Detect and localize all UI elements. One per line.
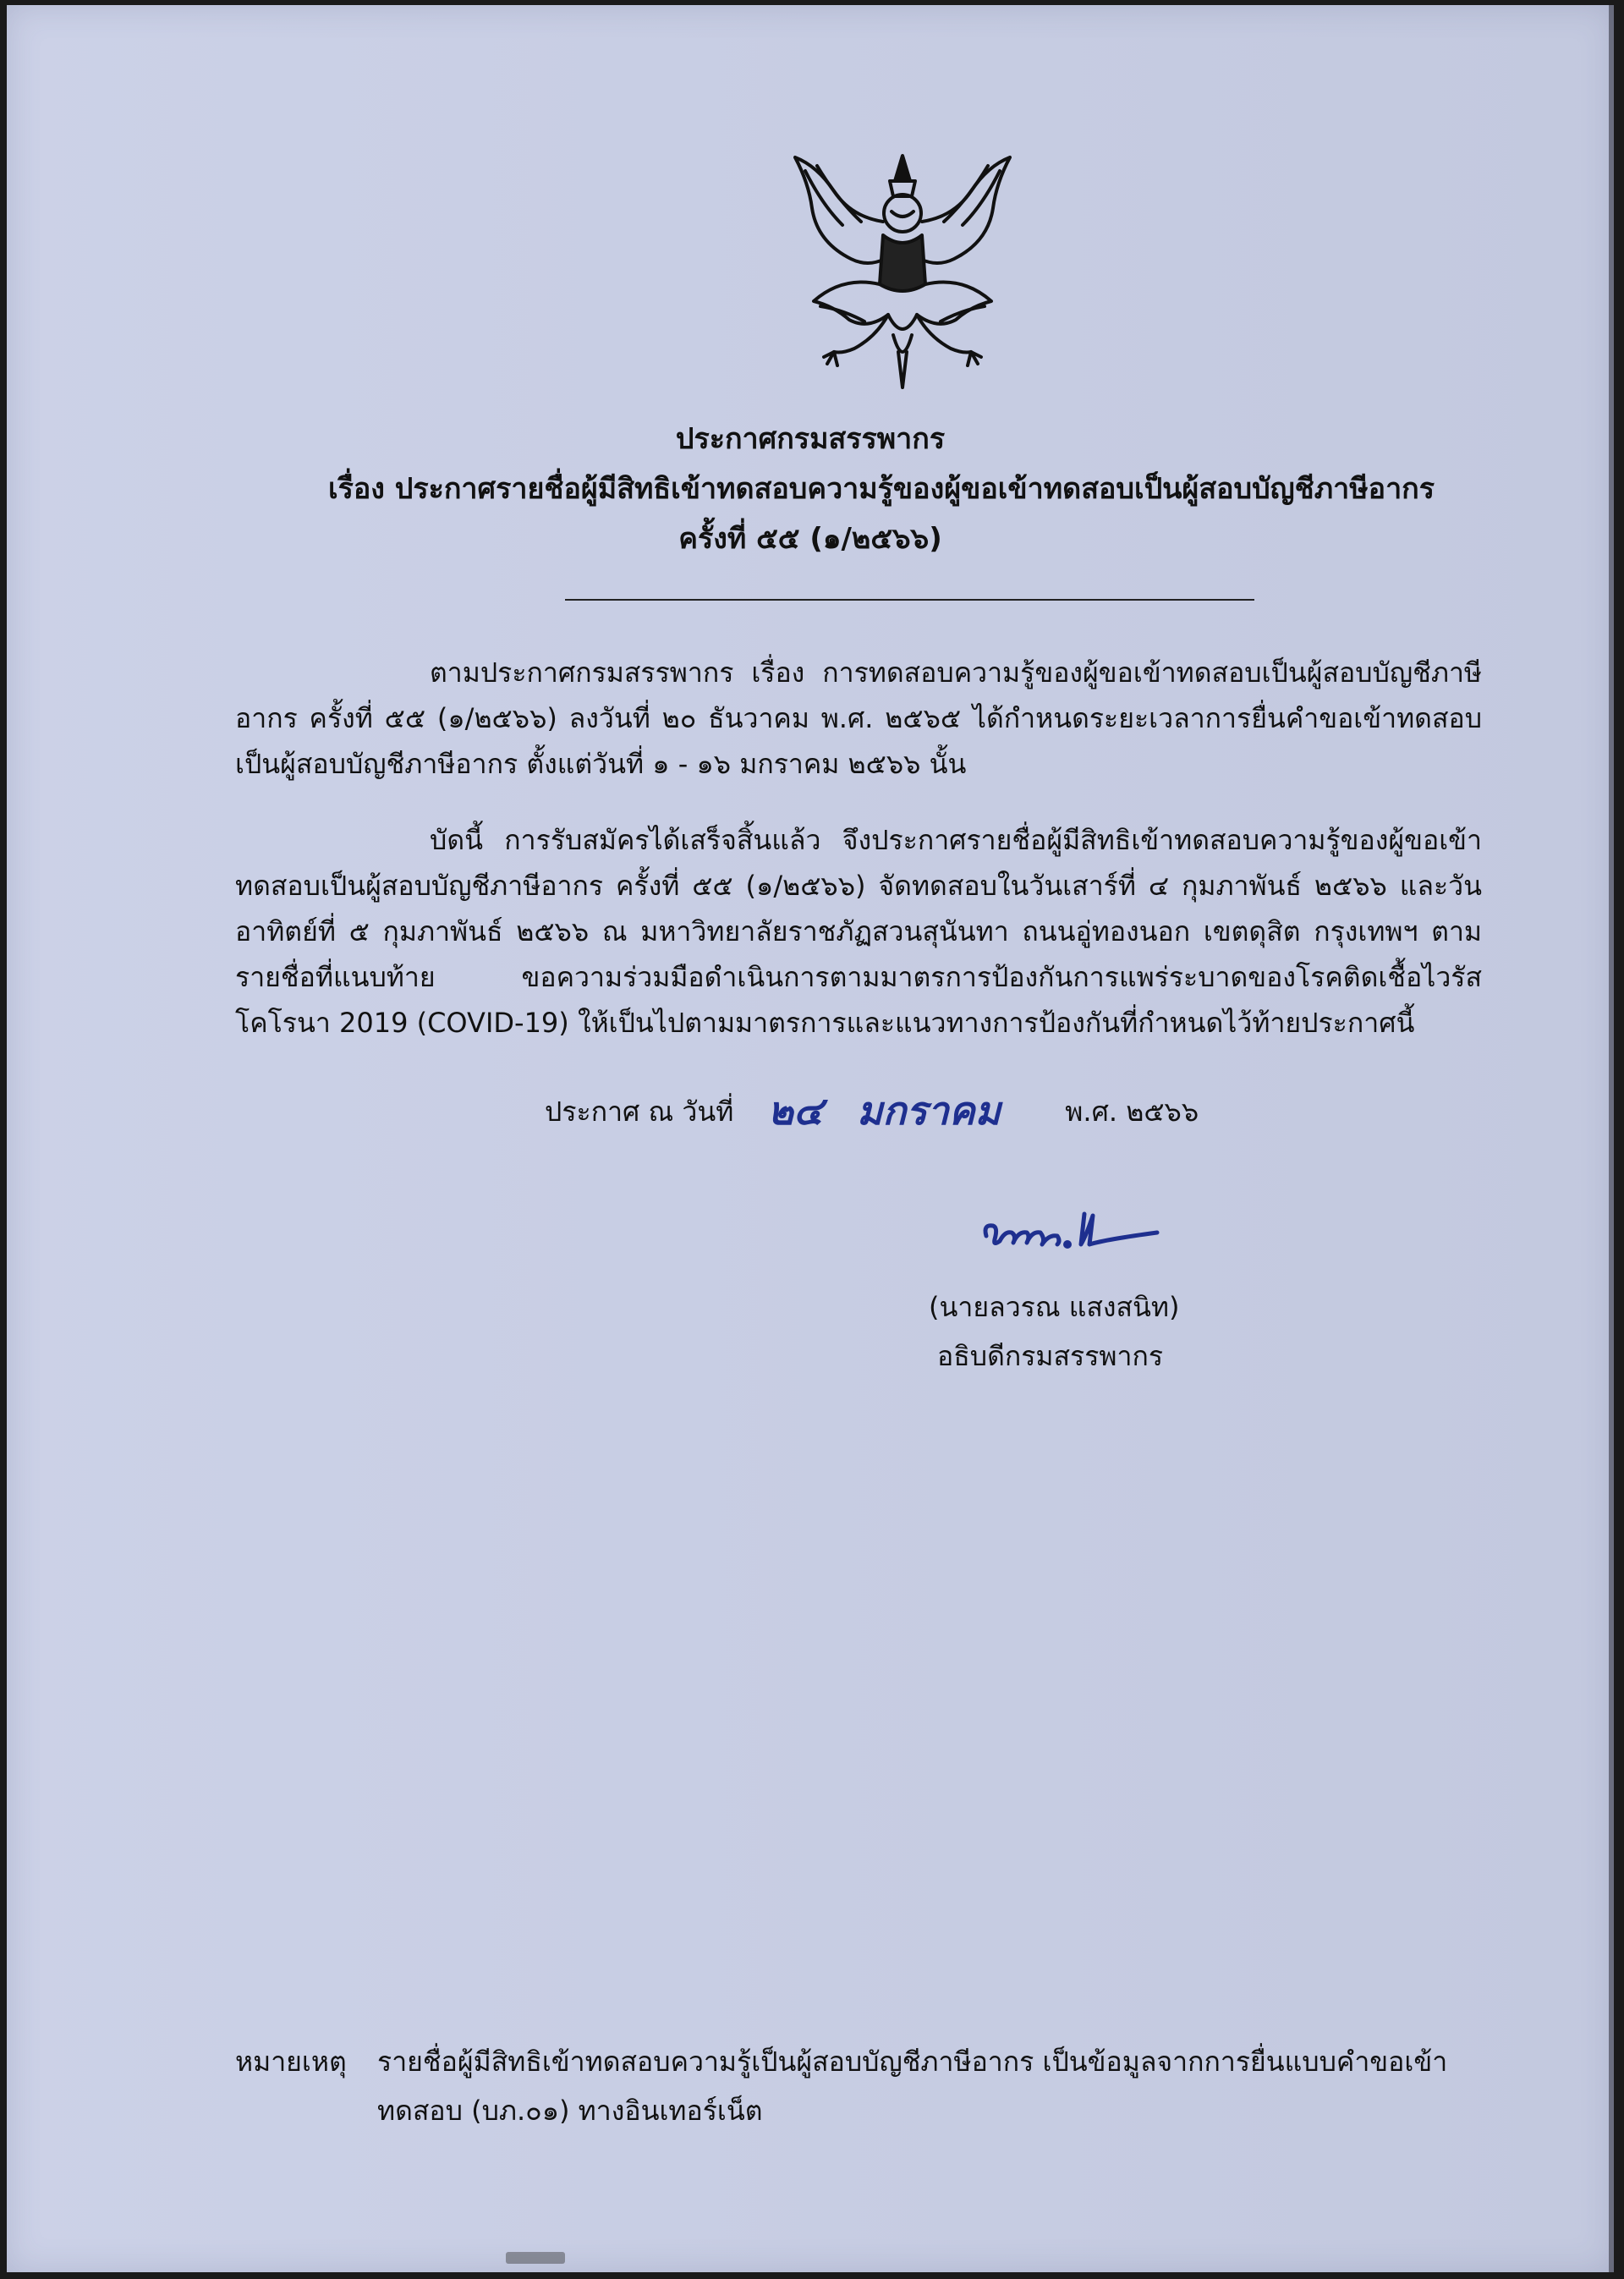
handwritten-day: ๒๔ bbox=[767, 1088, 823, 1134]
announcement-subject: เรื่อง ประกาศรายชื่อผู้มีสิทธิเข้าทดสอบความรู้ของผู้ขอเข้าทดสอบเป็นผู้สอบบัญชีภาษีอากร bbox=[328, 472, 1435, 506]
title-divider bbox=[565, 599, 1254, 601]
signer-name: (นายลวรณ แสงสนิท) bbox=[929, 1291, 1180, 1323]
scan-smudge bbox=[506, 2252, 565, 2264]
body-paragraph-1 bbox=[235, 650, 1482, 787]
document-page bbox=[7, 5, 1614, 2272]
announcement-round: ครั้งที่ ๕๕ (๑/๒๕๖๖) bbox=[678, 522, 942, 556]
body-paragraph-2-text: บัดนี้ การรับสมัครได้เสร็จสิ้นแล้ว จึงประกาศรายชื่อผู้มีสิทธิเข้าทดสอบความรู้ของผู้ขอเข้าทดสอบเป็นผู้สอบบัญชีภาษีอากร ครั้งที่ ๕๕ (๑/๒๕๖๖) จัดทดสอบในวันเสาร์ที่ ๔ กุมภาพันธ์ ๒๕๖๖ และวันอาทิตย์ที่ ๕ กุมภาพันธ์ ๒๕๖๖ ณ มหาวิทยาลัยราชภัฏสวนสุนันทา ถนนอู่ทองนอก เขตดุสิต กรุงเทพฯ ตามรายชื่อที่แนบท้าย ขอความร่วมมือดำเนินการตามมาตรการป้องกันการแพร่ระบาดของโรคติดเชื้อไวรัสโคโรนา 2019 (COVID-19) ให้เป็นไปตามมาตรการและแนวทางการป้องกันที่กำหนดไว้ท้ายประกาศนี้ bbox=[235, 824, 1482, 1039]
announcement-title: ประกาศกรมสรรพากร bbox=[675, 422, 946, 456]
footnote-text: รายชื่อผู้มีสิทธิเข้าทดสอบความรู้เป็นผู้สอบบัญชีภาษีอากร เป็นข้อมูลจากการยื่นแบบคำขอเข้าทดสอบ (บภ.๐๑) ทางอินเทอร์เน็ต bbox=[377, 2046, 1448, 2127]
announcement-date-line bbox=[545, 1088, 1199, 1134]
handwritten-signature bbox=[979, 1202, 1166, 1261]
announcement-date-prefix: ประกาศ ณ วันที่ bbox=[545, 1096, 734, 1128]
handwritten-month: มกราคม bbox=[857, 1088, 1001, 1134]
body-paragraph-1-text: ตามประกาศกรมสรรพากร เรื่อง การทดสอบความรู้ของผู้ขอเข้าทดสอบเป็นผู้สอบบัญชีภาษีอากร ครั้งที่ ๕๕ (๑/๒๕๖๖) ลงวันที่ ๒๐ ธันวาคม พ.ศ. ๒๕๖๕ ได้กำหนดระยะเวลาการยื่นคำขอเข้าทดสอบเป็นผู้สอบบัญชีภาษีอากร ตั้งแต่วันที่ ๑ - ๑๖ มกราคม ๒๕๖๖ นั้น bbox=[235, 656, 1483, 780]
signer-position: อธิบดีกรมสรรพากร bbox=[937, 1340, 1164, 1372]
announcement-year: พ.ศ. ๒๕๖๖ bbox=[1065, 1096, 1199, 1128]
garuda-emblem-icon bbox=[783, 140, 1022, 394]
body-paragraph-2 bbox=[235, 817, 1482, 1046]
scan-edge bbox=[1609, 5, 1614, 2272]
footnote-label: หมายเหตุ bbox=[235, 2046, 347, 2078]
